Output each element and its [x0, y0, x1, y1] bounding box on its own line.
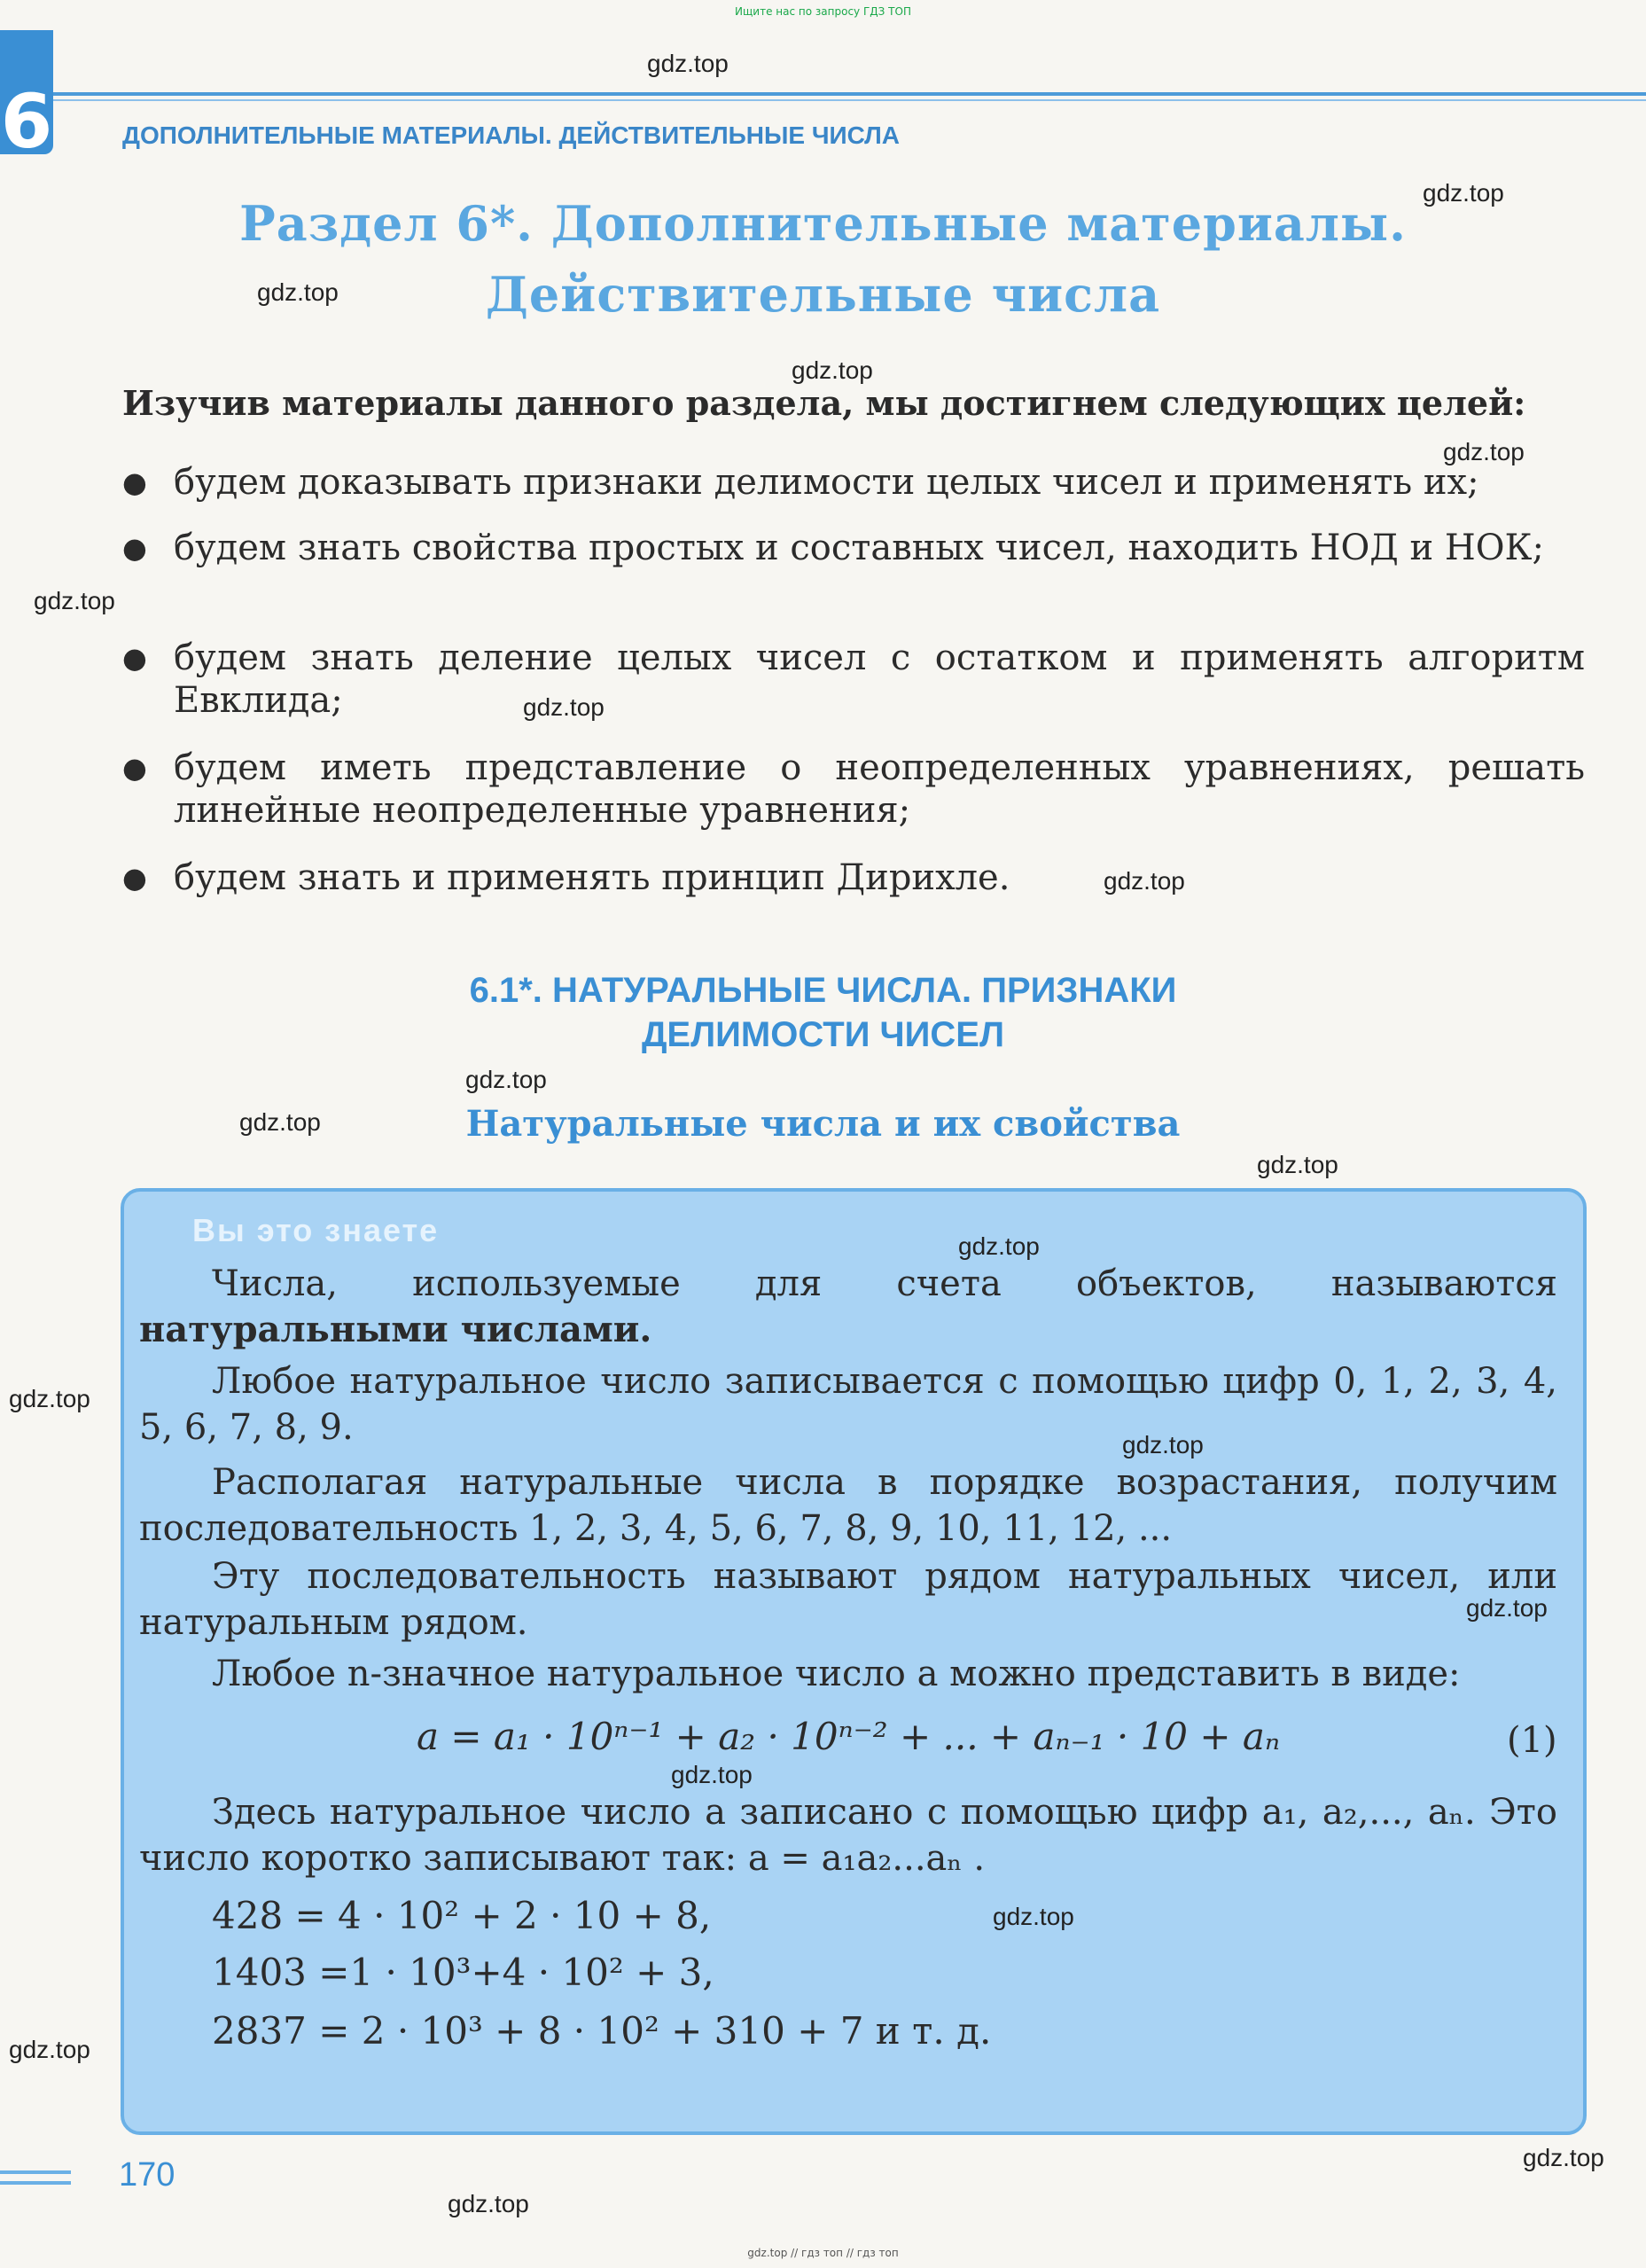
watermark: gdz.top — [1257, 1151, 1338, 1178]
watermark: gdz.top — [1423, 179, 1504, 207]
subsection-title-line2: ДЕЛИМОСТИ ЧИСЕЛ — [641, 1015, 1005, 1054]
watermark: gdz.top — [792, 356, 873, 384]
goal-text: будем доказывать признаки делимости целых чисел и применять их; — [174, 462, 1479, 503]
subsection-title-line1: 6.1*. НАТУРАЛЬНЫЕ ЧИСЛА. ПРИЗНАКИ — [469, 971, 1177, 1010]
goal-text: будем знать деление целых чисел с остатком и применять алгоритм Евклида; — [174, 637, 1585, 721]
goal-text: будем иметь представление о неопределенных уравнениях, решать линейные неопределенные уравнения; — [174, 747, 1585, 831]
goal-item — [122, 637, 1585, 722]
header-rule-thin — [53, 99, 1646, 101]
topic-title: Натуральные числа и их свойства — [465, 1103, 1181, 1145]
watermark: gdz.top — [993, 1903, 1074, 1930]
watermark: gdz.top — [257, 278, 339, 306]
formula: a = a₁ · 10ⁿ⁻¹ + a₂ · 10ⁿ⁻² + ... + aₙ₋₁ · 10 + aₙ — [417, 1715, 1280, 1758]
formula-number: (1) — [1507, 1720, 1557, 1761]
example-line: 428 = 4 · 10² + 2 · 10 + 8, — [212, 1894, 712, 1937]
watermark: gdz.top — [9, 2036, 90, 2063]
chapter-number: 6 — [0, 78, 53, 165]
goal-item — [122, 527, 1585, 569]
goal-text: будем знать и применять принцип Дирихле. — [174, 857, 1010, 898]
info-box-label: Вы это знаете — [192, 1212, 440, 1248]
page-rule — [0, 2181, 71, 2185]
running-head: ДОПОЛНИТЕЛЬНЫЕ МАТЕРИАЛЫ. ДЕЙСТВИТЕЛЬНЫЕ ЧИСЛА — [122, 121, 901, 149]
section-title-line2: Действительные числа — [485, 266, 1161, 323]
watermark: gdz.top — [34, 587, 115, 614]
bullet-icon: ● — [122, 465, 147, 499]
watermark: gdz.top — [1122, 1431, 1204, 1459]
example-line: 2837 = 2 · 10³ + 8 · 10² + 310 + 7 и т. д. — [212, 2009, 992, 2053]
bottom-note: gdz.top // гдз топ // гдз топ — [747, 2247, 899, 2259]
paragraph — [139, 1358, 1557, 1451]
watermark: gdz.top — [671, 1761, 753, 1788]
bullet-icon: ● — [122, 641, 147, 675]
paragraph — [139, 1789, 1557, 1881]
paragraph-text: Любое n-значное натуральное число a можно представить в виде: — [212, 1654, 1461, 1694]
watermark: gdz.top — [448, 2190, 529, 2217]
watermark: gdz.top — [1443, 438, 1525, 465]
watermark: gdz.top — [1523, 2144, 1604, 2171]
paragraph-text: Здесь натуральное число a записано с помощью цифр a₁, a₂,..., aₙ. Это число коротко записывают так: a = a₁a₂...aₙ . — [139, 1792, 1557, 1879]
watermark: gdz.top — [1466, 1594, 1548, 1622]
paragraph-text: Числа, используемые для счета объектов, называются — [212, 1263, 1557, 1304]
bullet-icon: ● — [122, 861, 147, 895]
goal-text: будем знать свойства простых и составных чисел, находить НОД и НОК; — [174, 528, 1544, 568]
goal-item — [122, 747, 1585, 832]
bullet-icon: ● — [122, 751, 147, 785]
watermark: gdz.top — [647, 50, 729, 77]
bullet-icon: ● — [122, 531, 147, 565]
top-note: Ищите нас по запросу ГДЗ ТОП — [735, 5, 911, 18]
example-line: 1403 =1 · 10³+4 · 10² + 3, — [212, 1951, 714, 1994]
watermark: gdz.top — [465, 1066, 547, 1093]
paragraph-text: Эту последовательность называют рядом натуральных чисел, или натуральным рядом. — [139, 1556, 1557, 1643]
header-rule — [53, 92, 1646, 96]
watermark: gdz.top — [958, 1232, 1040, 1260]
paragraph — [139, 1261, 1557, 1353]
watermark: gdz.top — [523, 693, 605, 721]
goal-item — [122, 856, 1585, 899]
section-title-line1: Раздел 6*. Дополнительные материалы. — [239, 195, 1407, 252]
watermark: gdz.top — [9, 1385, 90, 1412]
paragraph — [139, 1459, 1557, 1552]
page-number: 170 — [119, 2156, 176, 2194]
paragraph-text: Располагая натуральные числа в порядке возрастания, получим последовательность 1, 2, 3, 4, 5, 6, 7, 8, 9, 10, 11, 12, ... — [139, 1462, 1557, 1549]
watermark: gdz.top — [1104, 867, 1185, 895]
page-rule — [0, 2170, 71, 2174]
paragraph-text: Любое натуральное число записывается с помощью цифр 0, 1, 2, 3, 4, 5, 6, 7, 8, 9. — [139, 1361, 1557, 1448]
paragraph — [139, 1553, 1557, 1646]
goal-item — [122, 461, 1585, 504]
term-bold: натуральными числами. — [139, 1309, 652, 1350]
paragraph — [139, 1651, 1557, 1697]
watermark: gdz.top — [239, 1108, 321, 1136]
goals-intro: Изучив материалы данного раздела, мы достигнем следующих целей: — [122, 383, 1526, 423]
